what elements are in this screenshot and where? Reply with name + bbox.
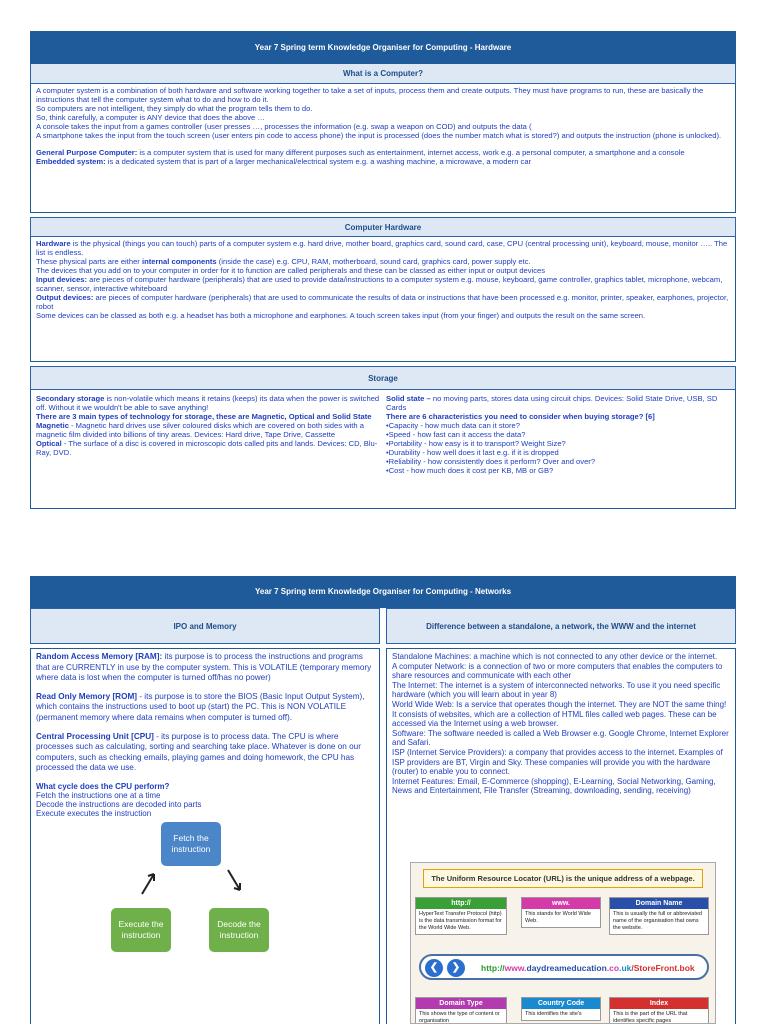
- execute-step: Execute executes the instruction: [36, 808, 152, 818]
- standalone-def: Standalone Machines: a machine which is not connected to any other device or the internet.: [392, 652, 718, 661]
- ipo-memory-box: [30, 648, 380, 1024]
- cpu-cycle-question: What cycle does the CPU perform?: [36, 781, 170, 791]
- storage-characteristics-heading: There are 6 characteristics you need to consider when buying storage? [6]: [386, 412, 655, 421]
- computer-hardware-box: [30, 237, 736, 362]
- url-diagram-title: The Uniform Resource Locator (URL) is the unique address of a webpage.: [423, 869, 703, 888]
- ram-def: Random Access Memory [RAM]: its purpose is to process the instructions and programs that are CURRENTLY in use by the computer system. This is VOLATILE (temporary memory where data is lost when the computer is turned off/has no power): [36, 652, 372, 683]
- storage-box: [30, 390, 736, 509]
- hardware-def: Hardware is the physical (things you can touch) parts of a computer system e.g. hard drive, mother board, graphics card, sound card, case, CPU (central processing unit), keyboard, mouse, monitor ….. The list is endless.: [36, 239, 728, 257]
- url-address: http://www.daydreameducation.co.uk/StoreFront.bok: [481, 963, 695, 973]
- what-line: So, think carefully, a computer is ANY device that does the above …: [36, 113, 265, 122]
- isp-def: ISP (Internet Service Providers): a company that provides access to the internet. Examples of ISP providers are BT, Virgin and Sky. These companies will provide you with the hardware (router) to enable you to connect.: [392, 747, 723, 777]
- back-icon: ❮: [425, 959, 443, 977]
- decode-step: Decode the instructions are decoded into parts: [36, 799, 202, 809]
- url-diagram: [410, 862, 716, 1024]
- networks-title: Year 7 Spring term Knowledge Organiser for Computing - Networks: [30, 576, 736, 608]
- characteristic-item: •Durability - how well does it last e.g. if it is dropped: [386, 448, 559, 457]
- forward-icon: ❯: [447, 959, 465, 977]
- rom-def: Read Only Memory [ROM] - its purpose is to store the BIOS (Basic Input Output System), which contains the instructions used to boot up (start) the PC. This is NON VOLATILE (permanent memory where data remains when computer is turned off).: [36, 691, 365, 722]
- internet-features: Internet Features: Email, E-Commerce (shopping), E-Learning, Social Networking, Gaming, News and Entertainment, File Transfer (Streaming, downloading, sending, receiving): [392, 776, 716, 796]
- characteristic-item: •Reliability - how consistently does it perform? Over and over?: [386, 457, 596, 466]
- magnetic-def: Magnetic - Magnetic hard drives use silver coloured disks which are covered on both sides with a magnetic film divided into billions of tiny areas. Devices: Hard drive, Tape Drive, Cassette: [36, 421, 364, 439]
- software-def: Software: The software needed is called a Web Browser e.g. Google Chrome, Internet Explorer and Safari.: [392, 728, 729, 748]
- storage-types: There are 3 main types of technology for storage, these are Magnetic, Optical and Solid State: [36, 412, 372, 421]
- internet-def: The Internet: The internet is a system of interconnected networks. To use it you need specific hardware (which you will learn about in year 8): [392, 680, 721, 700]
- what-line: So computers are not intelligent, they simply do what the program tells them to do.: [36, 104, 313, 113]
- embedded-def: Embedded system: is a dedicated system that is part of a larger mechanical/electrical system e.g. a washing machine, a microwave, a modern car: [36, 157, 532, 166]
- output-devices-def: Output devices: are pieces of computer hardware (peripherals) that are used to communicate the results of data or instructions that have been processed e.g. monitor, printer, speaker, earphones, projector, robot: [36, 293, 729, 311]
- solid-state-def: Solid state – no moving parts, stores data using circuit chips. Devices: Solid State Drive, USB, SD Cards: [386, 394, 718, 412]
- hardware-organiser: [30, 31, 736, 509]
- storage-heading: Storage: [30, 366, 736, 390]
- what-line: A computer system is a combination of both hardware and software working together to take a set of inputs, process them and create outputs. They must have programs to run, these are basically the instructions that tell the computer system what to do and how to do it.: [36, 86, 704, 104]
- cycle-arrows: [36, 818, 336, 968]
- input-devices-def: Input devices: are pieces of computer hardware (peripherals) that are used to provide data/instructions to a computer system e.g. mouse, keyboard, game controller, graphics tablet, microphone, webcam, scanner, sensor, interactive whiteboard: [36, 275, 723, 293]
- general-purpose-def: General Purpose Computer: is a computer system that is used for many different purposes such as entertainment, internet access, work e.g. a personal computer, a smartphone and a console: [36, 148, 685, 157]
- what-line: A console takes the input from a games controller (user presses …, processes the information (e.g. swap a weapon on COD) and outputs the data (: [36, 122, 532, 131]
- www-def: World Wide Web: Is a service that operates though the internet. They are NOT the same thing! It consists of websites, which are a collection of HTML files called web pages. These can be accessed via the Internet using a web browser.: [392, 699, 727, 729]
- optical-def: Optical - The surface of a disc is covered in microscopic dots called pits and lands. Devices: CD, Blu-Ray, DVD.: [36, 439, 378, 457]
- hardware-internal: These physical parts are either internal components (inside the case) e.g. CPU, RAM, motherboard, sound card, graphics card, power supply etc.: [36, 257, 531, 266]
- what-is-computer-heading: What is a Computer?: [30, 64, 736, 84]
- characteristic-item: •Portability - how easy is it to transport? Weight Size?: [386, 439, 566, 448]
- fetch-step: Fetch the instructions one at a time: [36, 790, 161, 800]
- fetch-node: Fetch the instruction: [161, 822, 221, 866]
- what-line: A smartphone takes the input from the touch screen (user enters pin code to access phone) the input is processed (does the number match what is stored?) and outputs the instruction (phone is unlocked).: [36, 131, 722, 140]
- http-box: http:// HyperText Transfer Protocol (http) is the data transmission format for the World Wide Web.: [415, 897, 507, 935]
- both-devices-note: Some devices can be classed as both e.g. a headset has both a microphone and earphones. A touch screen takes input (from your finger) and outputs the result on the same screen.: [36, 311, 646, 320]
- network-def: A computer Network: is a connection of two or more computers that enables the computers to share resources and communicate with each other: [392, 661, 723, 681]
- index-box: Index This is the part of the URL that identifies specific pages: [609, 997, 709, 1024]
- network-difference-heading: Difference between a standalone, a network, the WWW and the internet: [386, 608, 736, 644]
- country-code-box: Country Code This identifies the site's: [521, 997, 601, 1021]
- ipo-memory-column: [30, 608, 380, 1024]
- what-is-computer-box: [30, 84, 736, 213]
- hardware-title: Year 7 Spring term Knowledge Organiser for Computing - Hardware: [30, 31, 736, 64]
- fde-cycle-diagram: [36, 818, 374, 968]
- domain-name-box: Domain Name This is usually the full or abbreviated name of the organisation that owns the website.: [609, 897, 709, 935]
- address-bar: [419, 954, 709, 980]
- characteristic-item: •Capacity - how much data can it store?: [386, 421, 520, 430]
- secondary-storage-def: Secondary storage is non-volatile which means it retains (keeps) its data when the power is switched off. Without it we wouldn't be able to save anything!: [36, 394, 380, 412]
- cpu-def: Central Processing Unit [CPU] - its purpose is to process data. The CPU is where processes such as calculating, sorting and searching take place. Whatever is done on our computers, such as checking emails, playing games and doing homework, the CPU has processed the data we use.: [36, 731, 361, 773]
- decode-node: Decode the instruction: [209, 908, 269, 952]
- computer-hardware-heading: Computer Hardware: [30, 217, 736, 237]
- hardware-peripherals: The devices that you add on to your computer in order for it to function are called peripherals and these can be classed as either input or output devices: [36, 266, 546, 275]
- ipo-memory-heading: IPO and Memory: [30, 608, 380, 644]
- characteristic-item: •Cost - how much does it cost per KB, MB or GB?: [386, 466, 554, 475]
- www-box: www. This stands for World Wide Web.: [521, 897, 601, 928]
- execute-node: Execute the instruction: [111, 908, 171, 952]
- domain-type-box: Domain Type This shows the type of content or organisation: [415, 997, 507, 1024]
- characteristic-item: •Speed - how fast can it access the data?: [386, 430, 526, 439]
